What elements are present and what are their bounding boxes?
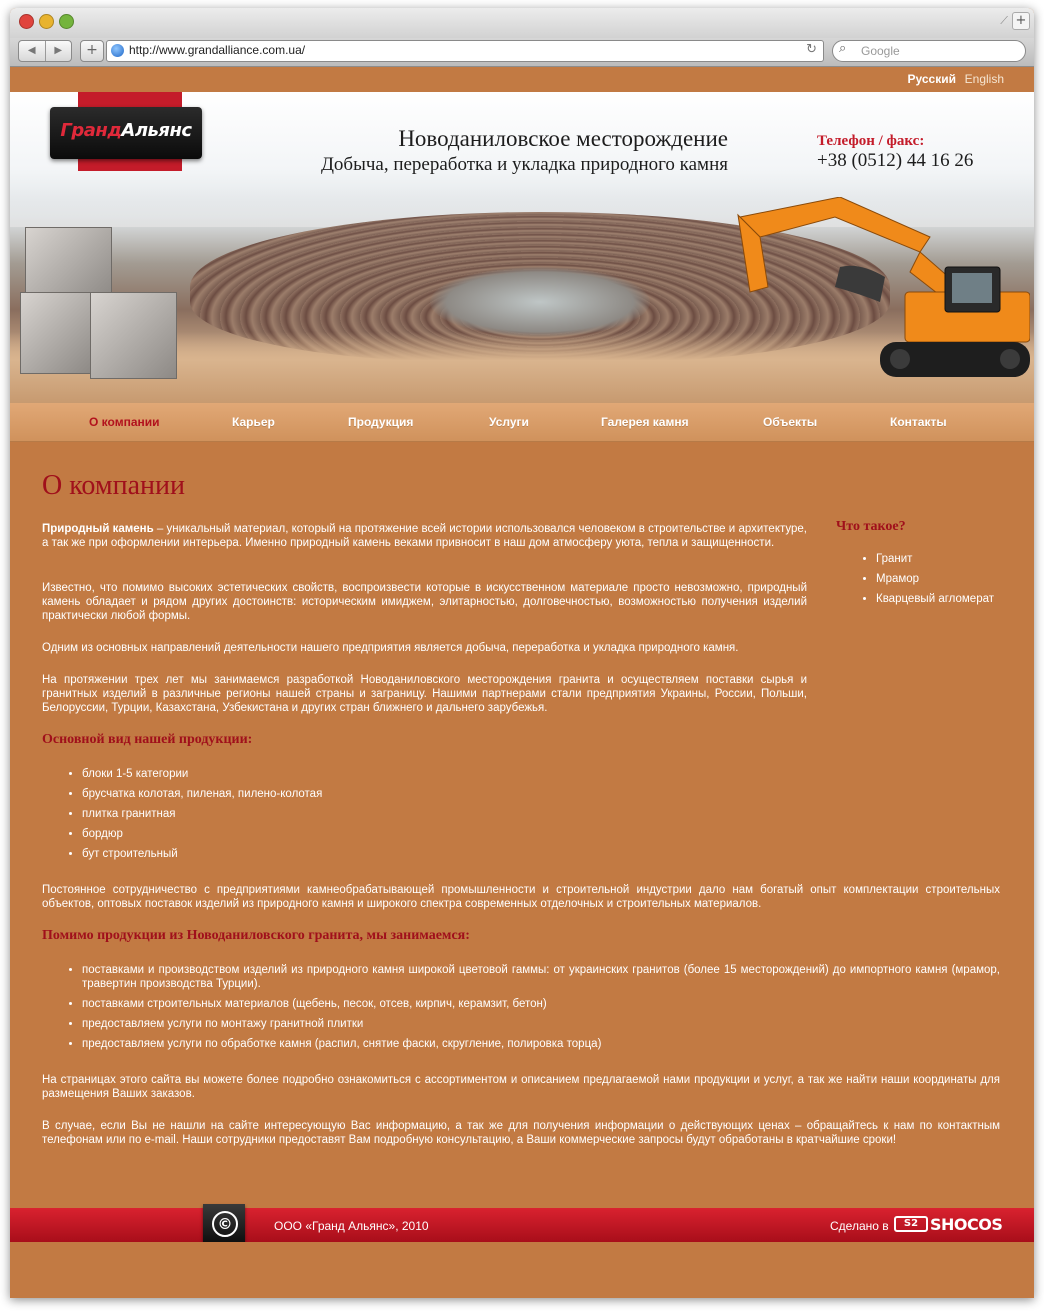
paragraph-history: На протяжении трех лет мы занимаемся разработкой Новоданиловского месторождения гранита и осуществляем поставки сырья и гранитных изделий в различные регионы нашей страны и заграницу. Нашими партнерами стали предприятия Украины, России, Польши, Белоруссии, Турции, Казахстана, Узбекистана и других стран ближнего и дальнего зарубежья. [42,674,807,714]
browser-titlebar [10,8,1034,38]
paragraph-contact: В случае, если Вы не нашли на сайте интересующую Вас информацию, а так же для получения информации о действующих ценах – обращайтесь к нам по контактным телефонам или по e-mail. Наши сотрудники предоставят Вам подробную консультацию, а Ваши коммерческие запросы будут обработаны в кратчайшие сроки! [42,1120,1000,1146]
shocos-brand: SHOCOS [930,1215,1003,1234]
globe-icon [111,44,124,57]
page-bottom [10,1242,1034,1298]
header-banner [10,92,1034,403]
forward-button[interactable]: ▶ [54,45,63,56]
list-item: • блоки 1-5 категории [82,767,807,781]
copyright-icon: © [212,1211,238,1237]
search-field[interactable] [832,40,1026,62]
sidebar-title: Что такое? [836,519,906,534]
list-item: • поставками строительных материалов (щебень, песок, отсев, кирпич, керамзит, бетон) [82,997,1000,1011]
logo[interactable] [50,107,202,159]
search-placeholder[interactable]: Google [861,44,900,58]
zoom-window-icon[interactable] [59,14,74,29]
list-item: • бордюр [82,827,807,841]
intro-text: – уникальный материал, который на протяжение всей истории использовался человеком в строительстве и архитектуре, а так же при оформлении интерьера. Именно природный камень веками привносит в наш дом атмосферу уюта, тепла и защищенности. [42,523,807,549]
browser-window [10,8,1034,1298]
nav-item-quarry[interactable]: Карьер [232,415,275,429]
new-tab-button[interactable]: + [1012,12,1030,30]
products-heading: Основной вид нашей продукции: [42,732,253,747]
list-item: • поставками и производством изделий из природного камня широкой цветовой гаммы: от украинских гранитов (более 15 месторождений) до импортного камня (мрамор, травертин производства Турции). [82,963,1000,991]
site-subtitle: Добыча, переработка и укладка природного камня [320,154,728,175]
nav-item-about[interactable]: О компании [89,415,160,429]
nav-item-services[interactable]: Услуги [489,415,529,429]
services-list [42,963,1000,1057]
add-bookmark-button[interactable]: + [80,40,104,62]
search-icon: ⌕ [839,41,847,56]
history-buttons [18,40,72,62]
page-title: О компании [42,470,185,501]
phone-number: +38 (0512) 44 16 26 [817,150,974,171]
granite-block-image [25,227,112,299]
nav-item-products[interactable]: Продукция [348,415,414,429]
language-bar [10,67,1034,92]
made-by-text: Сделано в [830,1219,889,1233]
granite-block-image [20,292,92,374]
lang-russian-link[interactable]: Русский [907,72,956,86]
shocos-badge-icon: S2 [894,1216,928,1232]
nav-item-contacts[interactable]: Контакты [890,415,947,429]
close-window-icon[interactable] [19,14,34,29]
copyright-text: ООО «Гранд Альянс», 2010 [274,1219,429,1233]
granite-block-image [90,292,177,379]
lang-english-link[interactable]: English [964,72,1004,86]
paragraph-activity: Одним из основных направлений деятельности нашего предприятия является добыча, переработка и укладка природного камня. [42,642,739,654]
browser-toolbar [10,38,1034,67]
products-list [42,767,807,867]
sidebar-item-marble[interactable]: • Мрамор [876,572,994,586]
logo-text-part2: Альянс [121,120,192,141]
sidebar-item-quartz[interactable]: • Кварцевый агломерат [876,592,994,606]
address-bar[interactable] [106,40,824,62]
paragraph-advantages: Известно, что помимо высоких эстетических свойств, воспроизвести которые в искусственном материале просто невозможно, природный камень обладает и рядом других достоинств: историческим имиджем, элитарностью, долговечностью, возможностью получения изделий практически любой формы. [42,582,807,622]
nav-item-objects[interactable]: Объекты [763,415,818,429]
back-button[interactable]: ◀ [19,41,46,61]
site-footer [10,1208,1034,1242]
paragraph-cooperation: Постоянное сотрудничество с предприятиями камнеобрабатывающей промышленности и строительной индустрии дало нам богатый опыт комплектации строительных объектов, оптовых поставок изделий из природного камня и широкого спектра современных отделочных и строительных материалов. [42,884,1000,910]
copyright-box [203,1204,245,1244]
paragraph-site-info: На страницах этого сайта вы можете более подробно ознакомиться с ассортиментом и описанием предлагаемой нами продукции и услуг, а так же найти наши координаты для размещения Ваших заказов. [42,1074,1000,1100]
list-item: • предоставляем услуги по обработке камня (распил, снятие фаски, скругление, полировка торца) [82,1037,1000,1051]
phone-label: Телефон / факс: [817,133,925,149]
intro-bold: Природный камень [42,523,154,535]
nav-item-gallery[interactable]: Галерея камня [601,415,689,429]
sidebar-item-granite[interactable]: • Гранит [876,552,994,566]
logo-text [50,120,202,141]
reload-icon[interactable]: ↻ [806,42,817,57]
site-title: Новоданиловское месторождение [398,126,728,151]
resize-grip-icon[interactable]: ⟋ [1000,14,1008,27]
list-item: • предоставляем услуги по монтажу гранитной плитки [82,1017,1000,1031]
main-nav [10,403,1034,442]
list-item: • плитка гранитная [82,807,807,821]
excavator-image [730,197,1030,387]
intro-paragraph [42,522,807,550]
services-heading: Помимо продукции из Новоданиловского гранита, мы занимаемся: [42,928,470,943]
list-item: • брусчатка колотая, пиленая, пилено-колотая [82,787,807,801]
list-item: • бут строительный [82,847,807,861]
quarry-pit-image [430,267,650,337]
minimize-window-icon[interactable] [39,14,54,29]
url-text[interactable]: http://www.grandalliance.com.ua/ [129,43,306,57]
web-page [10,67,1034,1298]
logo-text-part1: Гранд [60,120,122,141]
sidebar-list [836,552,994,612]
